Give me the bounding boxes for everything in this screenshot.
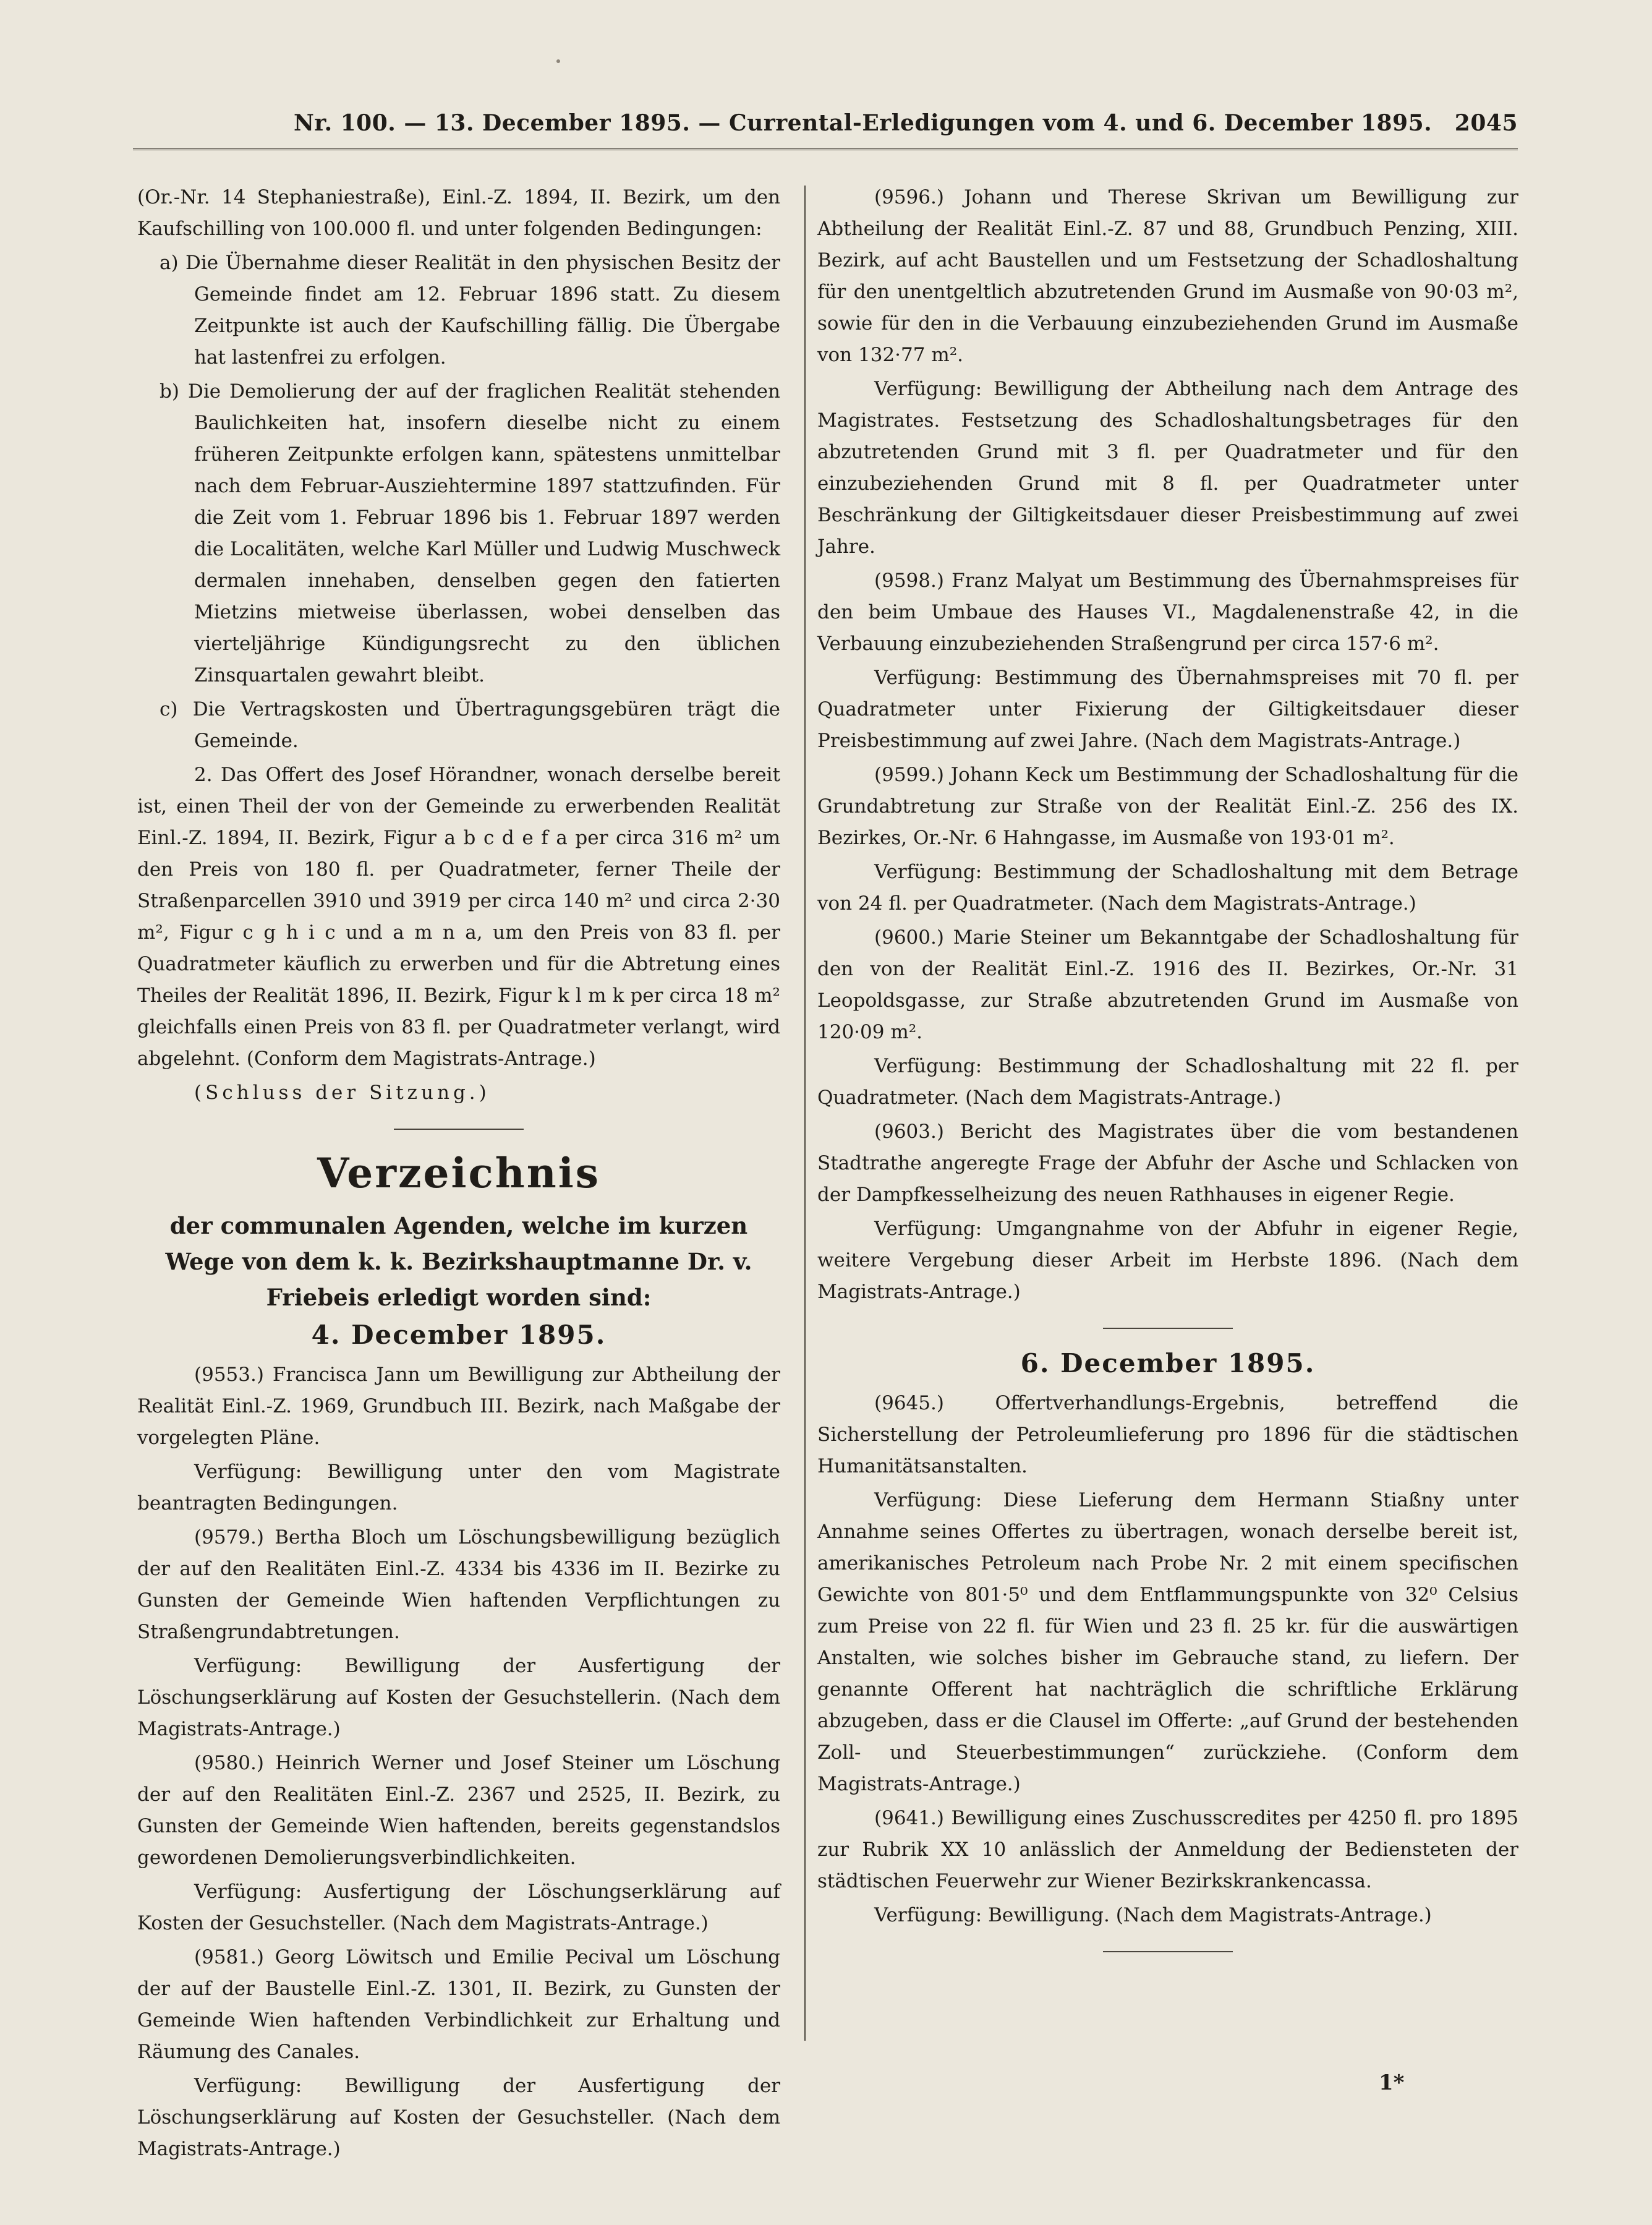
section-rule (394, 1129, 524, 1130)
decision-9600: Verfügung: Bestimmung der Schadloshaltung mit 22 fl. per Quadratmeter. (Nach dem Magistrats-Antrage.) (817, 1055, 1518, 1109)
column-divider (804, 186, 806, 2041)
decision-9603: Verfügung: Umgangnahme von der Abfuhr in eigener Regie, weitere Vergebung dieser Arbeit im Herbste 1896. (Nach dem Magistrats-Antrage.) (817, 1218, 1518, 1303)
section-title: Verzeichnis (317, 1149, 600, 1197)
closing-line: (Schluss der Sitzung.) (194, 1082, 490, 1104)
entry-9579: (9579.) Bertha Bloch um Löschungsbewilligung bezüglich der auf den Realitäten Einl.-Z. 4334 bis 4336 im II. Bezirke zu Gunsten der Gemeinde Wien haftenden Verpflichtungen zu Straßengrundabtretungen. (137, 1526, 780, 1643)
decision-9581: Verfügung: Bewilligung der Ausfertigung der Löschungserklärung auf Kosten der Gesuchsteller. (Nach dem Magistrats-Antrage.) (137, 2075, 780, 2160)
entry-9641: (9641.) Bewilligung eines Zuschusscredites per 4250 fl. pro 1895 zur Rubrik XX 10 anlässlich der Anmeldung der Bediensteten der städtischen Feuerwehr zur Wiener Bezirkskrankencassa. (817, 1807, 1518, 1892)
decision-9645: Verfügung: Diese Lieferung dem Hermann Stiaßny unter Annahme seines Offertes zu übertragen, wonach derselbe bereit ist, amerikanisches Petroleum nach Probe Nr. 2 mit einem specifischen Gewichte von 801·5⁰ und dem Entflammungspunkte von 32⁰ Celsius zum Preise von 22 fl. für Wien und 23 fl. 25 kr. für die auswärtigen Anstalten, wie solches bisher im Gebrauche stand, zu liefern. Der genannte Offerent hat nachträglich die schriftliche Erklärung abzugeben, dass er die Clausel im Offerte: „auf Grund der bestehenden Zoll- und Steuerbestimmungen“ zurückziehe. (Conform dem Magistrats-Antrage.) (817, 1489, 1518, 1795)
date-rule (1103, 1328, 1233, 1329)
intro-paragraph: (Or.-Nr. 14 Stephaniestraße), Einl.-Z. 1894, II. Bezirk, um den Kaufschilling von 100.000 fl. und unter folgenden Bedingungen: (137, 186, 780, 240)
condition-b: b) Die Demolierung der auf der fraglichen Realität stehenden Baulichkeiten hat, insofern dieselbe nicht zu einem früheren Zeitpunkte erfolgen kann, spätestens unmittelbar nach dem Februar-Ausziehtermine 1897 stattzufinden. Für die Zeit vom 1. Februar 1896 bis 1. Februar 1897 werden die Localitäten, welche Karl Müller und Ludwig Muschweck dermalen innehaben, denselben gegen den fatierten Mietzins mietweise überlassen, wobei denselben das vierteljährige Kündigungsrecht zu den üblichen Zinsquartalen gewahrt bleibt. (160, 380, 780, 686)
decision-9580: Verfügung: Ausfertigung der Löschungserklärung auf Kosten der Gesuchsteller. (Nach dem Magistrats-Antrage.) (137, 1881, 780, 1934)
entry-9603: (9603.) Bericht des Magistrates über die vom bestandenen Stadtrathe angeregte Frage der Abfuhr der Asche und Schlacken von der Dampfkesselheizung des neuen Rathhauses in eigener Regie. (817, 1121, 1518, 1206)
decision-9579: Verfügung: Bewilligung der Ausfertigung der Löschungserklärung auf Kosten der Gesuchstellerin. (Nach dem Magistrats-Antrage.) (137, 1655, 780, 1740)
left-column (137, 182, 780, 2167)
decision-9596: Verfügung: Bewilligung der Abtheilung nach dem Antrage des Magistrates. Festsetzung des Schadloshaltungsbetrages für den abzutretenden Grund mit 3 fl. per Quadratmeter und für den einzubeziehenden Grund mit 8 fl. per Quadratmeter unter Beschränkung der Giltigkeitsdauer dieser Preisbestimmung auf zwei Jahre. (817, 378, 1518, 558)
entry-9596: (9596.) Johann und Therese Skrivan um Bewilligung zur Abtheilung der Realität Einl.-Z. 87 und 88, Grundbuch Penzing, XIII. Bezirk, auf acht Baustellen und um Festsetzung der Schadloshaltung für den unentgeltlich abzutretenden Grund im Ausmaße von 90·03 m², sowie für den in die Verbauung einzubeziehenden Grund im Ausmaße von 132·77 m². (817, 186, 1518, 366)
entry-9600: (9600.) Marie Steiner um Bekanntgabe der Schadloshaltung für den von der Realität Einl.-Z. 1916 des II. Bezirkes, Or.-Nr. 31 Leopoldsgasse, zur Straße abzutretenden Grund im Ausmaße von 120·09 m². (817, 926, 1518, 1043)
entry-9599: (9599.) Johann Keck um Bestimmung der Schadloshaltung für die Grundabtretung zur Straße von der Realität Einl.-Z. 256 des IX. Bezirkes, Or.-Nr. 6 Hahngasse, im Ausmaße von 193·01 m². (817, 764, 1518, 849)
decision-9599: Verfügung: Bestimmung der Schadloshaltung mit dem Betrage von 24 fl. per Quadratmeter. (Nach dem Magistrats-Antrage.) (817, 861, 1518, 915)
entry-9581: (9581.) Georg Löwitsch und Emilie Pecival um Löschung der auf der Baustelle Einl.-Z. 1301, II. Bezirk, zu Gunsten der Gemeinde Wien haftenden Verbindlichkeit zur Erhaltung und Räumung des Canales. (137, 1946, 780, 2063)
entry-9645: (9645.) Offertverhandlungs-Ergebnis, betreffend die Sicherstellung der Petroleumlieferung pro 1896 für die städtischen Humanitätsanstalten. (817, 1392, 1518, 1477)
entry-9580: (9580.) Heinrich Werner und Josef Steiner um Löschung der auf den Realitäten Einl.-Z. 2367 und 2525, II. Bezirk, zu Gunsten der Gemeinde Wien haftenden, bereits gegenstandslos gewordenen Demolierungsverbindlichkeiten. (137, 1752, 780, 1869)
condition-a: a) Die Übernahme dieser Realität in den physischen Besitz der Gemeinde findet am 12. Februar 1896 statt. Zu diesem Zeitpunkte ist auch der Kaufschilling fällig. Die Übergabe hat lastenfrei zu erfolgen. (160, 252, 780, 369)
speck-mark (556, 59, 560, 63)
entry-9553: (9553.) Francisca Jann um Bewilligung zur Abtheilung der Realität Einl.-Z. 1969, Grundbuch III. Bezirk, nach Maßgabe der vorgelegten Pläne. (137, 1364, 780, 1449)
date-heading-6: 6. December 1895. (1020, 1348, 1316, 1378)
decision-9553: Verfügung: Bewilligung unter den vom Magistrate beantragten Bedingungen. (137, 1461, 780, 1514)
header-rule (133, 148, 1518, 150)
date-heading-4: 4. December 1895. (311, 1320, 607, 1350)
offer-paragraph: 2. Das Offert des Josef Hörandner, wonach derselbe bereit ist, einen Theil der von der Gemeinde zu erwerbenden Realität Einl.-Z. 1894, II. Bezirk, Figur a b c d e f a per circa 316 m² um den Preis von 180 fl. per Quadratmeter, ferner Theile der Straßenparcellen 3910 und 3919 per circa 140 m² und circa 2·30 m², Figur c g h i c und a m n a, um den Preis von 83 fl. per Quadratmeter käuflich zu erwerben und für die Abtretung eines Theiles der Realität 1896, II. Bezirk, Figur k l m k per circa 18 m² gleichfalls einen Preis von 83 fl. per Quadratmeter verlangt, wird abgelehnt. (Conform dem Magistrats-Antrage.) (137, 764, 780, 1070)
right-column (817, 182, 1518, 1971)
entry-9598: (9598.) Franz Malyat um Bestimmung des Übernahmspreises für den beim Umbaue des Hauses VI., Magdalenenstraße 42, in die Verbauung einzubeziehenden Straßengrund per circa 157·6 m². (817, 570, 1518, 655)
signature-mark: 1* (1379, 2070, 1405, 2095)
condition-c: c) Die Vertragskosten und Übertragungsgebüren trägt die Gemeinde. (160, 698, 780, 752)
section-subtitle: der communalen Agenden, welche im kurzen Wege von dem k. k. Bezirkshauptmanne Dr. v. Friebeis erledigt worden sind: (165, 1212, 752, 1311)
header-title: Nr. 100. — 13. December 1895. — Currental-Erledigungen vom 4. und 6. December 1895. (294, 110, 1433, 136)
decision-9641: Verfügung: Bewilligung. (Nach dem Magistrats-Antrage.) (874, 1904, 1432, 1926)
page-number: 2045 (1454, 110, 1518, 136)
decision-9598: Verfügung: Bestimmung des Übernahmspreises mit 70 fl. per Quadratmeter unter Fixierung der Giltigkeitsdauer dieser Preisbestimmung auf zwei Jahre. (Nach dem Magistrats-Antrage.) (817, 667, 1518, 752)
end-rule (1103, 1951, 1233, 1952)
page-header (133, 110, 1518, 141)
